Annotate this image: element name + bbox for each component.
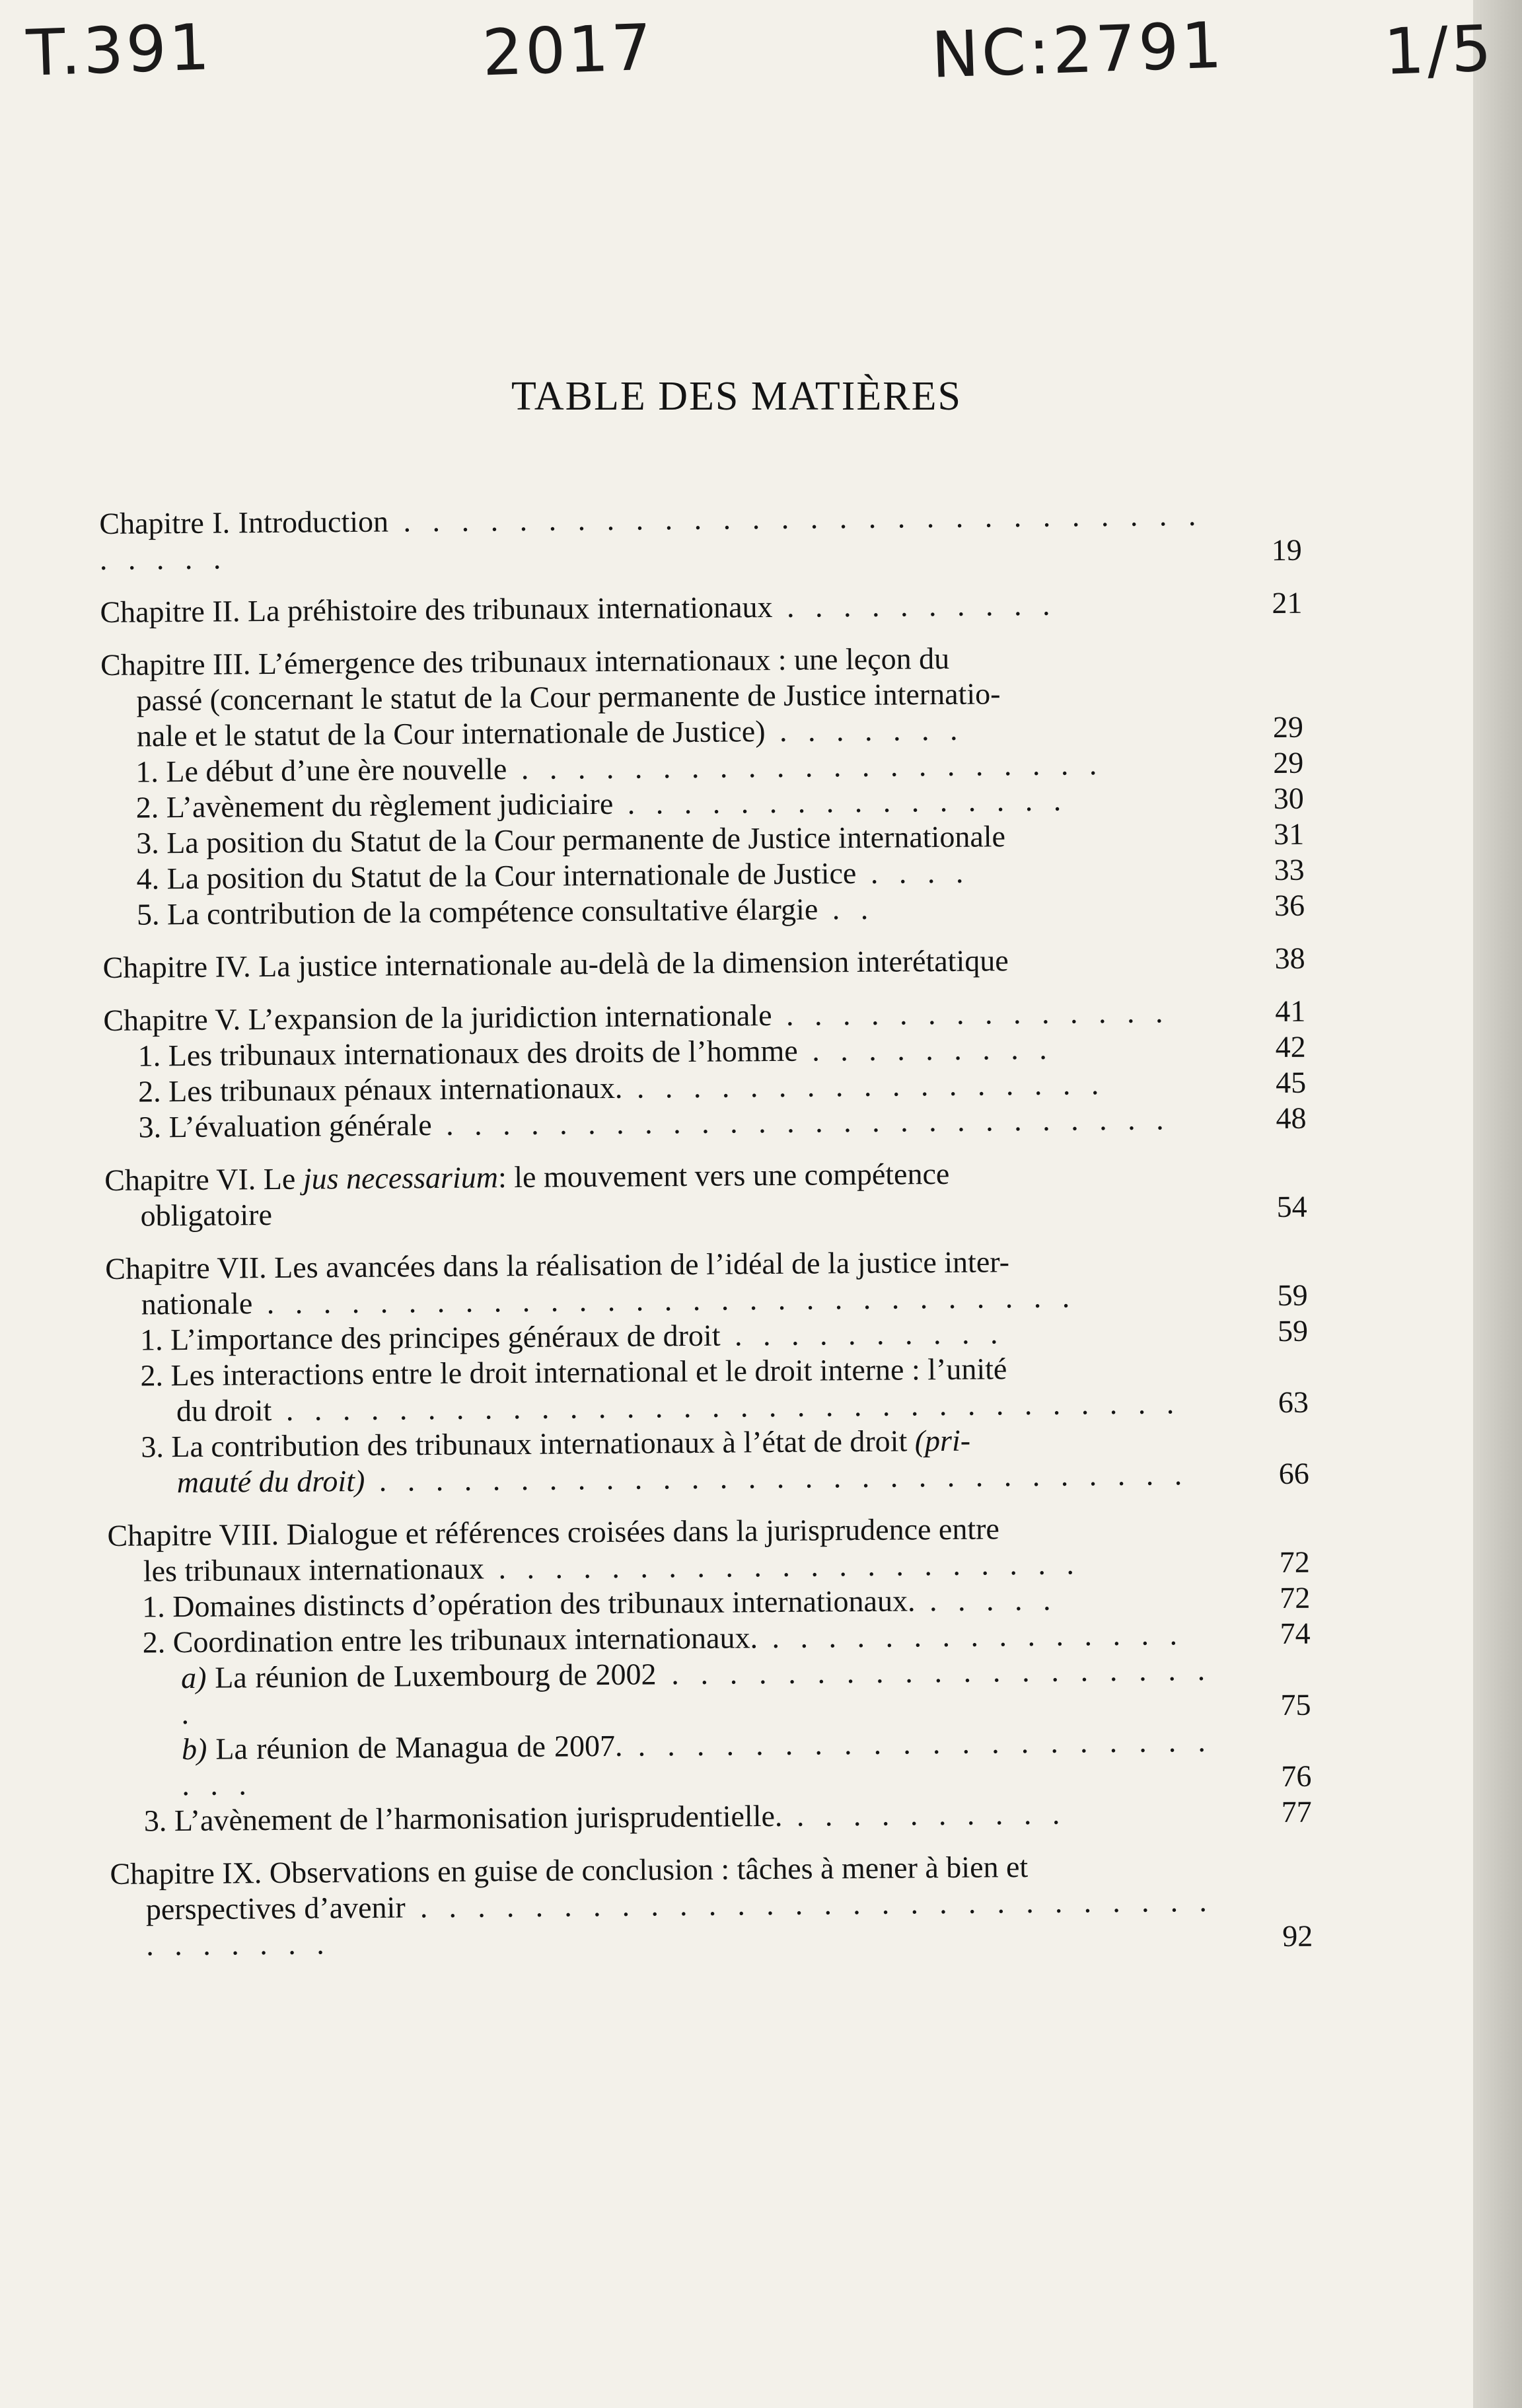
toc-text-line: : le mouvement vers une compétence [497,1156,950,1194]
toc-subsection: b) La réunion de Managua de 2007. . . . . . . . . . . . . . . . . . . . . . . . 76 [181,1724,1312,1802]
toc-text: 1. Les tribunaux internationaux des droits de l’homme [137,1033,798,1073]
page-edge [1473,0,1522,2408]
toc-text: Chapitre II. La préhistoire des tribunaux internationaux [100,589,773,629]
toc-page-number: 42 [1275,1029,1306,1064]
toc-section: 3. L’évaluation générale . . . . . . . . . . . . . . . . . . . . . . . . . . 48 [138,1101,1307,1144]
toc-label: b) [181,1732,207,1767]
toc-text: 5. La contribution de la compétence consultative élargie [136,892,818,931]
toc-text-italic: jus necessarium [303,1160,499,1196]
handwritten-year: 2017 [481,10,656,91]
toc-text: Chapitre IV. La justice internationale au-delà de la dimension interétatique [102,943,1009,984]
toc-page-number: 48 [1276,1101,1307,1136]
toc-text: 3. La position du Statut de la Cour permanente de Justice internationale [136,819,1006,860]
toc-text: La réunion de Luxembourg de 2002 [215,1657,657,1695]
toc-text-line: du droit [176,1393,272,1428]
toc-chapter-4 [102,941,1305,986]
toc-text-line: nale et le statut de la Cour internationale de Justice) [136,714,766,753]
toc-chapter-5: Chapitre V. L’expansion de la juridiction internationale . . . . . . . . . . . . . . 41 [103,994,1306,1037]
toc-label: a) [180,1660,207,1695]
toc-text-line: obligatoire [140,1197,273,1233]
toc-text-line: Chapitre VIII. Dialogue et références croisées dans la jurisprudence entre [107,1512,1000,1552]
toc-text-line: les tribunaux internationaux [143,1551,485,1588]
toc-chapter-8: Chapitre VIII. Dialogue et références croisées dans la jurisprudence entre les tribunaux internationaux . . . . . . . . . . . . . . . . . . . . . 72 [107,1509,1310,1589]
page-title: TABLE DES MATIÈRES [511,374,962,419]
toc-page-number: 41 [1275,994,1306,1029]
toc-text: Chapitre V. L’expansion de la juridiction internationale [103,998,772,1037]
toc-page-number: 63 [1278,1385,1309,1420]
toc-page-number: 31 [1273,817,1305,852]
toc-chapter-7: Chapitre VII. Les avancées dans la réalisation de l’idéal de la justice inter- nationale . . . . . . . . . . . . . . . . . . . . . . . . . . . . . 59 [105,1242,1308,1323]
toc-chapter-3: Chapitre III. L’émergence des tribunaux internationaux : une leçon du passé (concernant le statut de la Cour permanente de Justice internatio- nale et le statut de la Cour internationale de Justice) . . . . . . . 29 [100,638,1303,754]
toc-section: 4. La position du Statut de la Cour internationale de Justice . . . . 33 [136,852,1305,896]
table-of-contents [99,480,1313,1963]
toc-page-number: 77 [1281,1794,1312,1829]
toc-chapter-6 [104,1153,1307,1234]
toc-text: 1. Le début d’une ère nouvelle [135,752,507,789]
toc-page-number: 38 [1274,941,1305,976]
toc-page-number: 21 [1272,585,1303,620]
toc-text-line: Chapitre IX. Observations en guise de conclusion : tâches à mener à bien et [110,1850,1029,1891]
toc-page-number: 66 [1278,1456,1309,1491]
toc-text: 1. Domaines distincts d’opération des tribunaux internationaux. [142,1584,916,1624]
toc-page-number: 30 [1273,781,1304,816]
toc-text: 3. L’évaluation générale [138,1108,432,1144]
toc-text: 2. L’avènement du règlement judiciaire [135,786,614,824]
toc-section: 2. L’avènement du règlement judiciaire . . . . . . . . . . . . . . . . 30 [135,781,1304,824]
toc-text: La réunion de Managua de 2007. [215,1728,623,1766]
toc-page-number: 29 [1273,745,1304,780]
toc-section: 5. La contribution de la compétence consultative élargie . . 36 [136,888,1305,931]
toc-section: 1. L’importance des principes généraux de droit . . . . . . . . . . 59 [139,1313,1309,1357]
toc-section: 3. La contribution des tribunaux internationaux à l’état de droit (pri- mauté du droit) . . . . . . . . . . . . . . . . . . . . . . . . . . . . . 66 [141,1423,1309,1500]
toc-text: 4. La position du Statut de la Cour internationale de Justice [136,856,857,896]
toc-subsection: a) La réunion de Luxembourg de 2002 . . . . . . . . . . . . . . . . . . . . 75 [180,1652,1311,1731]
toc-page-number: 59 [1277,1278,1308,1313]
toc-page-number: 76 [1281,1759,1312,1794]
toc-page-number: 92 [1282,1918,1313,1953]
toc-text-line: 2. Les interactions entre le droit international et le droit interne : l’unité [140,1352,1007,1393]
toc-page-number: 19 [1271,532,1302,567]
toc-page-number: 75 [1280,1687,1311,1722]
toc-text-line: 3. La contribution des tribunaux internationaux à l’état de droit [141,1424,908,1464]
toc-text-line: Chapitre VI. Le [104,1161,296,1197]
toc-page-number: 45 [1275,1065,1307,1100]
toc-section: 2. Les tribunaux pénaux internationaux. . . . . . . . . . . . . . . . . . 45 [137,1065,1307,1109]
toc-page-number: 72 [1279,1545,1311,1580]
handwritten-call-number: T.391 [25,10,213,91]
toc-section: 1. Le début d’une ère nouvelle . . . . . . . . . . . . . . . . . . . . . 29 [135,745,1304,789]
toc-section: 1. Domaines distincts d’opération des tribunaux internationaux. . . . . . 72 [142,1580,1311,1624]
toc-chapter-1: Chapitre I. Introduction . . . . . . . . . . . . . . . . . . . . . . . . . . . . . . . . . 19 [99,497,1302,576]
handwritten-reference: NC:2791 [930,8,1226,92]
toc-text: 2. Coordination entre les tribunaux internationaux. [142,1621,758,1660]
toc-text-line: Chapitre III. L’émergence des tribunaux internationaux : une leçon du [100,641,950,682]
toc-page-number: 72 [1280,1580,1311,1615]
toc-chapter-9: Chapitre IX. Observations en guise de conclusion : tâches à mener à bien et perspectives d’avenir . . . . . . . . . . . . . . . . . . . . . . . . . . . . . . . . . . . 92 [110,1847,1313,1963]
toc-section: 2. Les interactions entre le droit international et le droit interne : l’unité du droit . . . . . . . . . . . . . . . . . . . . . . . . . . . . . . . . 63 [106,1349,1309,1430]
toc-section: 1. Les tribunaux internationaux des droits de l’homme . . . . . . . . . 42 [137,1029,1306,1073]
toc-section: 2. Coordination entre les tribunaux internationaux. . . . . . . . . . . . . . . . 74 [142,1616,1311,1660]
toc-text: 2. Les tribunaux pénaux internationaux. [137,1070,623,1109]
toc-text-italic: mauté du droit) [176,1463,365,1500]
toc-text: 3. L’avènement de l’harmonisation jurisprudentielle. [143,1798,783,1838]
toc-text-line: passé (concernant le statut de la Cour permanente de Justice internatio- [136,676,1001,717]
toc-page-number: 29 [1272,710,1304,745]
toc-text-line: perspectives d’avenir [145,1890,406,1926]
toc-text-line: Chapitre VII. Les avancées dans la réalisation de l’idéal de la justice inter- [105,1245,1010,1286]
toc-chapter-2: Chapitre II. La préhistoire des tribunaux internationaux . . . . . . . . . . 21 [100,585,1303,629]
toc-section: 3. L’avènement de l’harmonisation jurisprudentielle. . . . . . . . . . . 77 [143,1794,1312,1838]
toc-page-number: 74 [1280,1616,1311,1651]
toc-page-number: 59 [1277,1313,1309,1348]
toc-text-italic: (pri- [914,1423,971,1458]
toc-page-number: 36 [1274,888,1305,923]
toc-text: 1. L’importance des principes généraux de droit [139,1318,721,1357]
toc-page-number: 54 [1276,1189,1307,1224]
toc-text: Chapitre I. Introduction [99,504,389,540]
toc-page-number: 33 [1274,852,1305,887]
toc-text-line: nationale [141,1286,253,1321]
handwritten-page-count: 1/5 [1383,11,1496,89]
